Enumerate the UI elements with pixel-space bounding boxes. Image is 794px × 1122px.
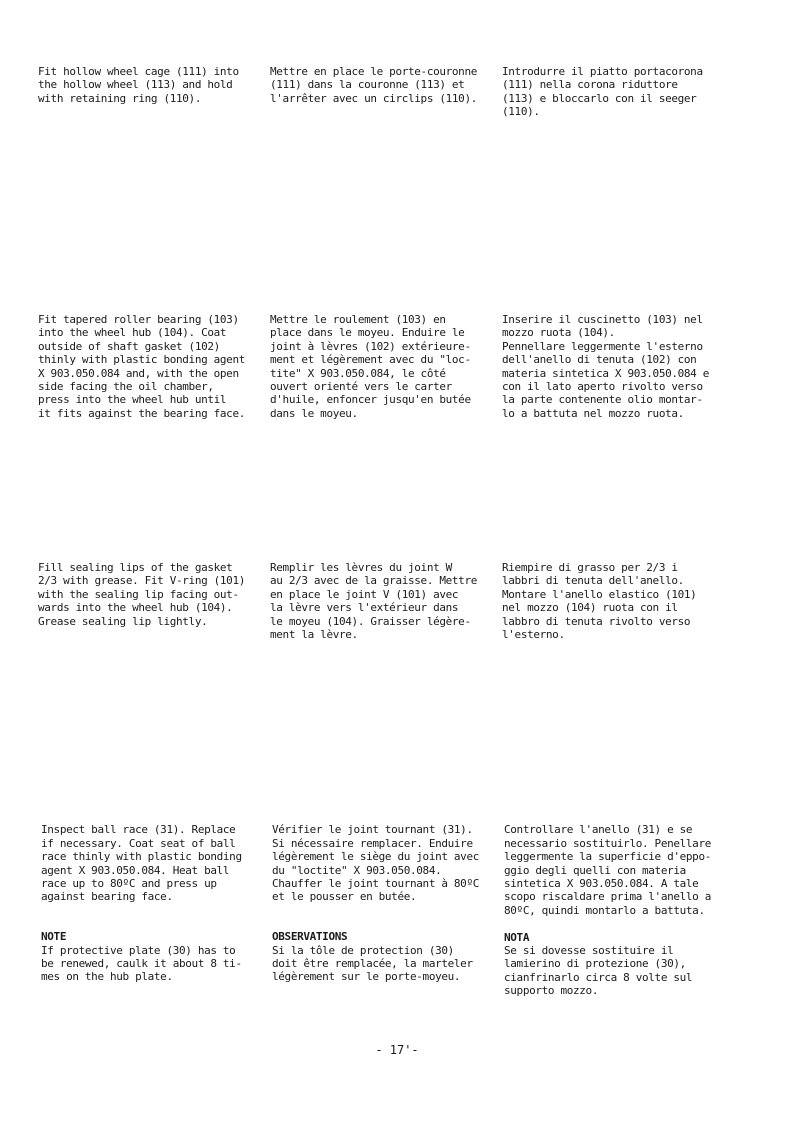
row4-english-column xyxy=(41,810,273,997)
row1-french-text: Mettre en place le porte-couronne (111) dans la couronne (113) et l'arrêter avec un circlips (110). xyxy=(270,65,477,105)
row3-english-text: Fill sealing lips of the gasket 2/3 with grease. Fit V-ring (101) with the sealing lip facing out- wards into the wheel hub (104). Grease sealing lip lightly. xyxy=(38,561,245,628)
note-text-en: If protective plate (30) has to be renewed, caulk it about 8 ti- mes on the hub plate. xyxy=(41,943,242,984)
row4-italian-note xyxy=(504,931,736,998)
row2-french-text: Mettre le roulement (103) en place dans le moyeu. Enduire le joint à lèvres (102) extérieure- ment et légèrement avec du "loc- tite" X 903.050.084, le côté ouvert orienté vers le carter d'huile, enfoncer jusqu'en butée dans le moyeu. xyxy=(270,313,471,420)
row2-english-text: Fit tapered roller bearing (103) into the wheel hub (104). Coat outside of shaft gasket (102) thinly with plastic bonding agent X 903.050.084 and, with the open side facing the oil chamber, press into the wheel hub until it fits against the bearing face. xyxy=(38,313,245,420)
row4-english-text: Inspect ball race (31). Replace if necessary. Coat seat of ball race thinly with plastic bonding agent X 903.050.084. Heat ball race up to 80ºC and press up against bearing face. xyxy=(41,823,242,904)
row3-italian-text: Riempire di grasso per 2/3 i labbri di tenuta dell'anello. Montare l'anello elastico (101) nel mozzo (104) ruota con il labbro di tenuta rivolto verso l'esterno. xyxy=(502,561,697,642)
note-heading-fr: OBSERVATIONS xyxy=(272,930,348,944)
row4-french-text: Vérifier le joint tournant (31). Si nécessaire remplacer. Enduire légèrement le siège du joint avec du "loctite" X 903.050.084. Chauffer le joint tournant à 80ºC et le pousser en butée. xyxy=(272,823,479,904)
note-heading-en: NOTE xyxy=(41,930,67,944)
row3-french-text: Remplir les lèvres du joint W au 2/3 avec de la graisse. Mettre en place le joint V (101) avec la lèvre vers l'extérieur dans le moyeu (104). Graisser légère- ment la lèvre. xyxy=(270,561,477,642)
note-heading-it: NOTA xyxy=(504,930,530,944)
row4-french-column xyxy=(272,810,504,997)
row1-english-text: Fit hollow wheel cage (111) into the hollow wheel (113) and hold with retaining ring (110). xyxy=(38,65,239,105)
row4-italian-text: Controllare l'anello (31) e se necessario sostituirlo. Penellare leggermente la superficie d'eppo- ggio degli quelli con materia sintetica X 903.050.084. A tale scopo riscaldare prima l'anello a 80ºC, quindi montarlo a battuta. xyxy=(504,823,711,917)
row4-italian-column xyxy=(504,810,736,1011)
note-text-it: Se si dovesse sostituire il lamierino di protezione (30), cianfrinarlo circa 8 volte sul supporto mozzo. xyxy=(504,944,693,998)
page-number: - 17'- xyxy=(375,1043,419,1057)
row2-italian-text: Inserire il cuscinetto (103) nel mozzo ruota (104). Pennellare leggermente l'esterno dell'anello di tenuta (102) con materia sintetica X 903.050.084 e con il lato aperto rivolto verso la parte contenente olio montar- lo a battuta nel mozzo ruota. xyxy=(502,313,709,420)
row1-italian-text: Introdurre il piatto portacorona (111) nella corona riduttore (113) e bloccarlo con il seeger (110). xyxy=(502,65,703,119)
row4-french-note xyxy=(272,930,504,984)
note-text-fr: Si la tôle de protection (30) doit être remplacée, la marteler légèrement sur le porte-moyeu. xyxy=(272,943,473,984)
row4-english-note xyxy=(41,930,273,984)
